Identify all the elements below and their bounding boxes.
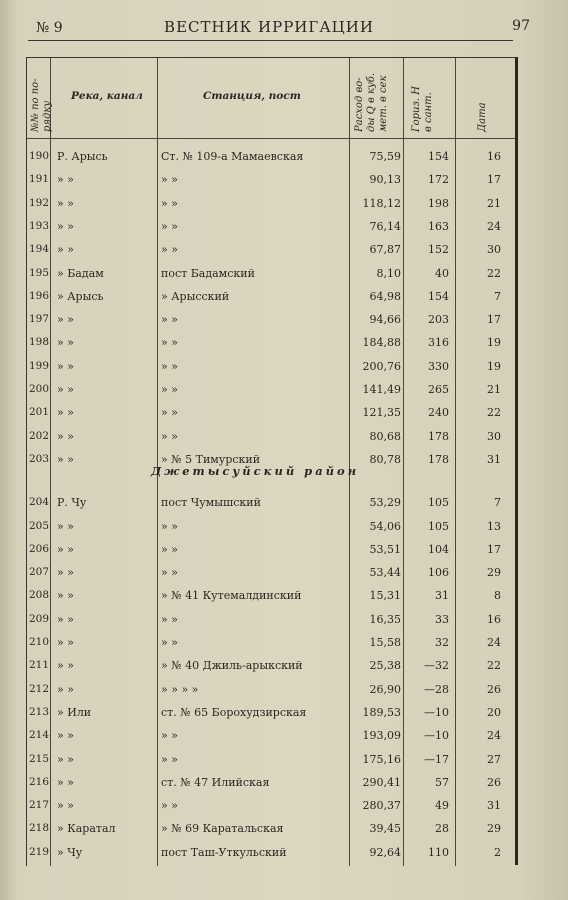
discharge-cell: 200,76 [362,359,401,373]
table-row [27,400,515,423]
table-row [27,700,515,723]
date-cell: 31 [487,799,501,813]
station-cell: пост Бадамский [161,266,255,280]
table-row [27,514,515,537]
river-cell: » Бадам [57,266,104,280]
table-row [27,307,515,330]
row-number: 217 [29,799,50,812]
horizon-cell: 265 [428,383,449,396]
date-cell: 19 [487,359,501,373]
table-row [27,490,515,513]
row-number: 199 [29,359,50,372]
district-heading: Джетысуйский район [151,464,360,478]
date-cell: 2 [494,845,501,859]
row-number: 194 [29,243,50,256]
station-cell: » » [161,729,178,743]
discharge-cell: 39,45 [369,822,401,836]
date-cell: 17 [487,173,501,187]
horizon-cell: 172 [428,173,449,187]
date-cell: 26 [487,775,501,789]
horizon-cell: 178 [428,452,449,466]
discharge-cell: 290,41 [362,775,401,789]
row-number: 216 [29,775,50,788]
discharge-cell: 53,51 [369,542,401,556]
table-row [27,191,515,214]
row-number: 214 [29,729,50,742]
date-cell: 30 [487,243,501,257]
row-number: 207 [29,566,50,579]
horizon-cell: 152 [428,243,449,257]
river-cell: » » [57,519,74,533]
date-cell: 22 [487,266,501,280]
col-header-river: Река, канал [71,90,143,102]
station-cell: ст. № 65 Борохудзирская [161,705,307,719]
discharge-cell: 54,06 [369,519,401,533]
station-cell: » № 69 Каратальская [161,822,284,836]
row-number: 210 [29,636,50,648]
date-cell: 16 [487,150,501,163]
station-cell: ст. № 47 Илийская [161,775,270,789]
discharge-cell: 80,68 [369,429,401,443]
col-header-number: №№ по по- рядку [30,78,53,132]
discharge-cell: 53,44 [369,566,401,580]
row-number: 197 [29,313,50,326]
table-row [27,583,515,606]
table-row [27,770,515,793]
river-cell: » » [57,336,74,350]
river-cell: » » [57,659,74,673]
date-cell: 29 [487,822,501,836]
discharge-cell: 67,87 [369,243,401,257]
discharge-cell: 141,49 [362,383,401,396]
discharge-cell: 76,14 [369,219,401,233]
discharge-cell: 193,09 [362,729,401,743]
horizon-cell: 203 [428,313,449,327]
river-cell: » » [57,243,74,257]
table-row [27,237,515,260]
header-divider [27,138,515,139]
discharge-cell: 26,90 [369,682,401,696]
row-number: 201 [29,406,50,419]
date-cell: 22 [487,659,501,673]
row-number: 203 [29,452,50,465]
date-cell: 17 [487,542,501,556]
row-number: 200 [29,383,50,395]
table-row [27,560,515,583]
horizon-cell: —17 [424,752,449,766]
horizon-cell: —32 [424,659,449,673]
row-number: 190 [29,150,50,162]
station-cell: » » [161,799,178,813]
river-cell: » » [57,612,74,626]
discharge-cell: 184,88 [362,336,401,350]
date-cell: 22 [487,406,501,420]
date-cell: 24 [487,729,501,743]
discharge-cell: 121,35 [362,406,401,420]
date-cell: 26 [487,682,501,696]
river-cell: » » [57,173,74,187]
station-cell: » » [161,359,178,373]
table-row [27,261,515,284]
row-number: 198 [29,336,50,349]
river-cell: » » [57,752,74,766]
table-row [27,723,515,746]
table-row [27,284,515,307]
date-cell: 19 [487,336,501,350]
row-number: 212 [29,682,50,695]
station-cell: » » [161,636,178,649]
station-cell: » » [161,566,178,580]
horizon-cell: 40 [435,266,449,280]
col-header-horizon: Гориз. H в сант. [411,85,434,132]
row-number: 206 [29,542,50,555]
row-number: 211 [29,659,50,672]
horizon-cell: 106 [428,566,449,580]
horizon-cell: 198 [428,196,449,210]
date-cell: 24 [487,636,501,649]
station-cell: » » [161,612,178,626]
river-cell: Р. Арысь [57,150,108,163]
station-cell: Ст. № 109-а Мамаевская [161,150,304,163]
river-cell: » » [57,359,74,373]
station-cell: » » [161,336,178,350]
row-number: 213 [29,705,50,718]
discharge-cell: 90,13 [369,173,401,187]
station-cell: » № 40 Джиль-арыкский [161,659,303,673]
date-cell: 21 [487,196,501,210]
river-cell: » » [57,429,74,443]
discharge-cell: 16,35 [369,612,401,626]
date-cell: 21 [487,383,501,396]
horizon-cell: 32 [435,636,449,649]
station-cell: » » [161,752,178,766]
horizon-cell: —28 [424,682,449,696]
station-cell: пост Таш-Уткульский [161,845,287,859]
col-header-date: Дата [477,102,488,132]
horizon-cell: 240 [428,406,449,420]
discharge-cell: 92,64 [369,845,401,859]
horizon-cell: —10 [424,729,449,743]
station-cell: » » [161,383,178,396]
date-cell: 24 [487,219,501,233]
table-row [27,167,515,190]
table-row [27,607,515,630]
table-row [27,144,515,167]
horizon-cell: 178 [428,429,449,443]
river-cell: » Каратал [57,822,116,836]
discharge-cell: 75,59 [369,150,401,163]
river-cell: » » [57,636,74,649]
horizon-cell: 28 [435,822,449,836]
date-cell: 20 [487,705,501,719]
station-cell: » № 5 Тимурский [161,452,261,466]
table-row [27,354,515,377]
station-cell: » » [161,313,178,327]
row-number: 202 [29,429,50,442]
river-cell: » » [57,589,74,603]
river-cell: » » [57,799,74,813]
row-number: 208 [29,589,50,602]
horizon-cell: 163 [428,219,449,233]
station-cell: » » [161,219,178,233]
river-cell: » » [57,682,74,696]
station-cell: » » [161,173,178,187]
horizon-cell: 57 [435,775,449,789]
river-cell: » » [57,313,74,327]
table-row [27,377,515,400]
river-cell: » » [57,452,74,466]
station-cell: пост Чумышский [161,496,261,510]
row-number: 193 [29,219,50,232]
table-row [27,653,515,676]
date-cell: 29 [487,566,501,580]
station-cell: » » [161,542,178,556]
discharge-cell: 94,66 [369,313,401,327]
discharge-cell: 64,98 [369,289,401,303]
horizon-cell: 104 [428,542,449,556]
data-table [26,57,515,866]
table-row [27,214,515,237]
station-cell: » » [161,406,178,420]
date-cell: 13 [487,519,501,533]
river-cell: » » [57,406,74,420]
date-cell: 17 [487,313,501,327]
row-number: 205 [29,519,50,532]
discharge-cell: 175,16 [362,752,401,766]
row-number: 192 [29,196,50,209]
river-cell: » » [57,729,74,743]
table-row [27,677,515,700]
horizon-cell: —10 [424,705,449,719]
horizon-cell: 110 [428,845,449,859]
horizon-cell: 316 [428,336,449,350]
discharge-cell: 8,10 [376,266,401,280]
row-number: 219 [29,845,50,858]
date-cell: 27 [487,752,501,766]
journal-title: ВЕСТНИК ИРРИГАЦИИ [164,18,374,36]
date-cell: 7 [494,289,501,303]
river-cell: » » [57,383,74,396]
discharge-cell: 118,12 [362,196,401,210]
river-cell: » » [57,219,74,233]
row-number: 204 [29,496,50,509]
horizon-cell: 33 [435,612,449,626]
horizon-cell: 49 [435,799,449,813]
row-number: 195 [29,266,50,279]
row-number: 191 [29,173,50,186]
page-header [30,16,530,38]
table-row [27,424,515,447]
station-cell: » » [161,196,178,210]
discharge-cell: 280,37 [362,799,401,813]
discharge-cell: 15,58 [369,636,401,649]
river-cell: » Или [57,705,92,719]
col-header-station: Станция, пост [203,90,301,102]
river-cell: Р. Чу [57,496,87,510]
row-number: 196 [29,289,50,302]
discharge-cell: 53,29 [369,496,401,510]
date-cell: 16 [487,612,501,626]
discharge-cell: 25,38 [369,659,401,673]
date-cell: 8 [494,589,501,603]
river-cell: » » [57,196,74,210]
discharge-cell: 15,31 [369,589,401,603]
discharge-cell: 189,53 [362,705,401,719]
date-cell: 31 [487,452,501,466]
col-header-discharge: Расход во- ды Q в куб. мет. в сек [354,72,389,132]
table-row [27,537,515,560]
row-number: 215 [29,752,50,765]
row-number: 218 [29,822,50,835]
river-cell: » Арысь [57,289,104,303]
header-rule [28,40,513,41]
table-row [27,816,515,839]
date-cell: 30 [487,429,501,443]
station-cell: » » [161,243,178,257]
station-cell: » № 41 Кутемалдинский [161,589,302,603]
horizon-cell: 105 [428,496,449,510]
page-number: 97 [512,18,530,34]
horizon-cell: 330 [428,359,449,373]
river-cell: » » [57,566,74,580]
station-cell: » Арысский [161,289,230,303]
table-row [27,840,515,863]
river-cell: » » [57,542,74,556]
table-row [27,630,515,653]
river-cell: » Чу [57,845,83,859]
station-cell: » » [161,429,178,443]
horizon-cell: 105 [428,519,449,533]
river-cell: » » [57,775,74,789]
date-cell: 7 [494,496,501,510]
horizon-cell: 154 [428,150,449,163]
issue-number: № 9 [36,20,63,36]
table-row [27,330,515,353]
station-cell: » » [161,519,178,533]
discharge-cell: 80,78 [369,452,401,466]
horizon-cell: 154 [428,289,449,303]
table-row [27,793,515,816]
table-row [27,747,515,770]
horizon-cell: 31 [435,589,449,603]
station-cell: » » » » [161,682,199,696]
row-number: 209 [29,612,50,625]
